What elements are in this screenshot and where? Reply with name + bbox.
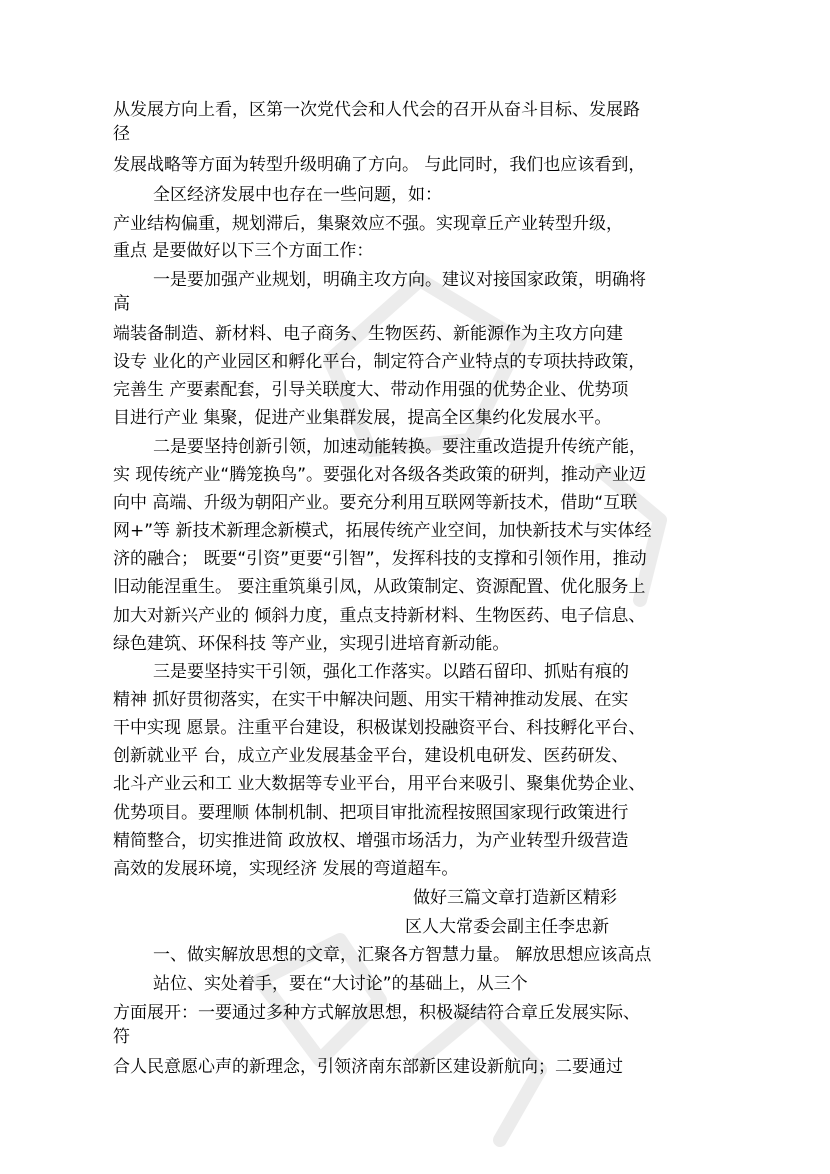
text-line: 向中 高端、升级为朝阳产业。要充分利用互联网等新技术，借助“互联	[113, 493, 638, 513]
text-line: 径	[113, 124, 130, 144]
text-line: 合人民意愿心声的新理念，引领济南东部新区建设新航向；二要通过	[113, 1057, 623, 1077]
text-line: 端装备制造、新材料、电子商务、生物医药、新能源作为主攻方向建	[113, 324, 623, 344]
text-line: 目进行产业 集聚，促进产业集群发展，提高全区集约化发展水平。	[113, 408, 612, 428]
text-line: 重点 是要做好以下三个方面工作：	[113, 241, 374, 261]
text-line: 优势项目。要理顺 体制机制、把项目审批流程按照国家现行政策进行	[113, 803, 629, 823]
text-line: 二是要坚持创新引领，加速动能转换。要注重改造提升传统产能，	[153, 437, 646, 457]
text-line: 北斗产业云和工 业大数据等专业平台，用平台来吸引、聚集优势企业、	[113, 774, 646, 794]
text-line: 全区经济发展中也存在一些问题，如：	[153, 185, 442, 205]
text-line: 精简整合，切实推进简 政放权、增强市场活力，为产业转型升级营造	[113, 831, 629, 851]
text-line: 一、做实解放思想的文章，汇聚各方智慧力量。 解放思想应该高点	[153, 945, 652, 965]
text-line: 一是要加强产业规划，明确主攻方向。建议对接国家政策，明确将	[153, 270, 646, 290]
text-line: 完善生 产要素配套，引导关联度大、带动作用强的优势企业、优势项	[113, 380, 629, 400]
text-line: 网+”等 新技术新理念新模式，拓展传统产业空间，加快新技术与实体经	[113, 521, 652, 541]
text-line: 符	[113, 1027, 130, 1047]
text-line: 干中实现 愿景。注重平台建设，积极谋划投融资平台、科技孵化平台、	[113, 718, 646, 738]
text-line: 济的融合； 既要“引资”更要“引智”，发挥科技的支撑和引领作用，推动	[113, 549, 647, 569]
text-line: 高	[113, 294, 130, 314]
article-author: 区人大常委会副主任李忠新	[405, 917, 609, 937]
text-line: 实 现传统产业“腾笼换鸟”。要强化对各级各类政策的研判，推动产业迈	[113, 465, 647, 485]
text-line: 三是要坚持实干引领，强化工作落实。以踏石留印、抓贴有痕的	[153, 662, 629, 682]
text-line: 发展战略等方面为转型升级明确了方向。 与此同时，我们也应该看到，	[113, 155, 646, 175]
text-line: 绿色建筑、环保科技 等产业，实现引进培育新动能。	[113, 634, 510, 654]
text-line: 站位、实处着手，要在“大讨论”的基础上，从三个	[153, 974, 528, 994]
text-line: 精神 抓好贯彻落实，在实干中解决问题、用实干精神推动发展、在实	[113, 690, 629, 710]
article-title: 做好三篇文章打造新区精彩	[413, 888, 617, 908]
text-line: 从发展方向上看，区第一次党代会和人代会的召开从奋斗目标、发展路	[113, 100, 640, 120]
text-line: 创新就业平 台，成立产业发展基金平台，建设机电研发、医药研发、	[113, 746, 629, 766]
text-line: 旧动能涅重生。 要注重筑巢引凤，从政策制定、资源配置、优化服务上	[113, 577, 646, 597]
text-line: 高效的发展环境，实现经济 发展的弯道超车。	[113, 859, 459, 879]
text-line: 产业结构偏重，规划滞后，集聚效应不强。实现章丘产业转型升级，	[113, 214, 623, 234]
text-line: 设专 业化的产业园区和孵化平台，制定符合产业特点的专项扶持政策，	[113, 352, 646, 372]
text-line: 方面展开：一要通过多种方式解放思想，积极凝结符合章丘发展实际、	[113, 1003, 640, 1023]
text-line: 加大对新兴产业的 倾斜力度，重点支持新材料、生物医药、电子信息、	[113, 606, 646, 626]
